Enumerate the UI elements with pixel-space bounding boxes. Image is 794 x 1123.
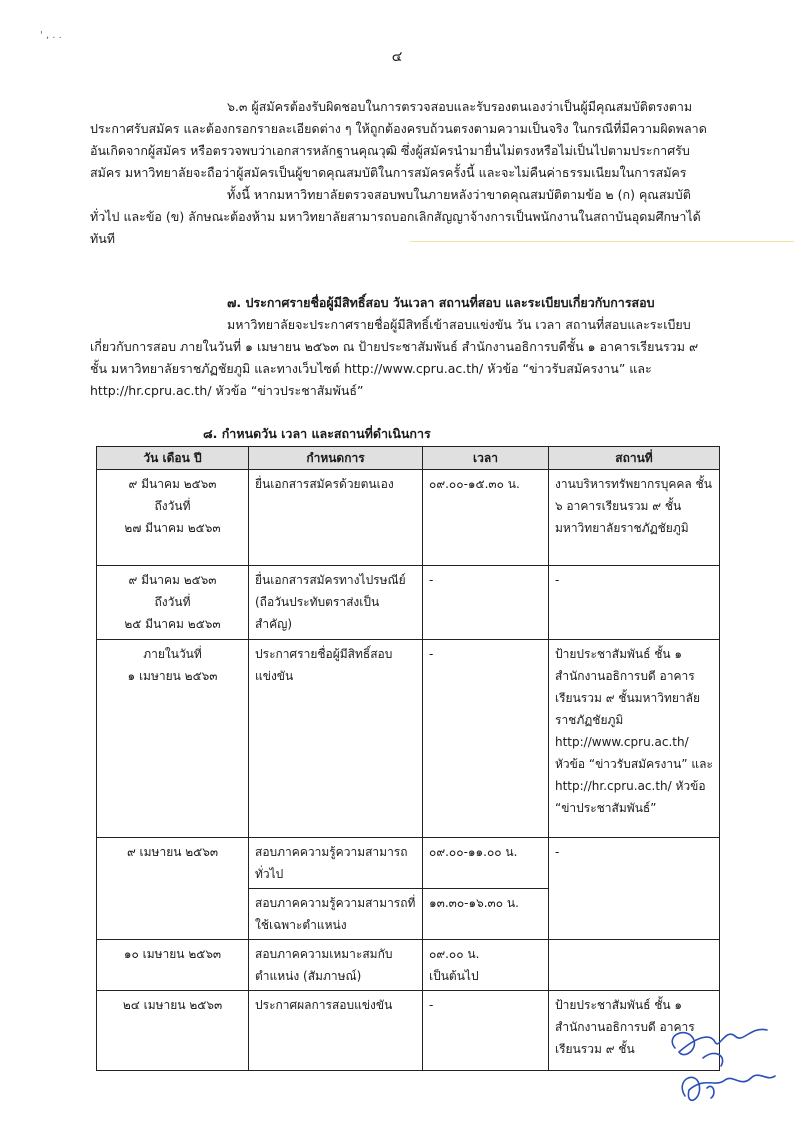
table-row bbox=[97, 940, 720, 991]
row-time: ๑๓.๓๐-๑๖.๓๐ น. bbox=[423, 889, 549, 940]
row-activity: สอบภาคความรู้ความสามารถทั่วไป bbox=[249, 838, 423, 889]
schedule-table bbox=[96, 446, 720, 1071]
row-date: ๙ มีนาคม ๒๕๖๓ ถึงวันที่ ๒๕ มีนาคม ๒๕๖๓ bbox=[97, 566, 249, 640]
section-7-body: มหาวิทยาลัยจะประกาศรายชื่อผู้มีสิทธิ์เข้าสอบแข่งขัน วัน เวลา สถานที่สอบและระเบียบเกี่ยวกับการสอบ ภายในวันที่ ๑ เมษายน ๒๕๖๓ ณ ป้ายประชาสัมพันธ์ สำนักงานอธิการบดีชั้น ๑ อาคารเรียนรวม ๙ ชั้น มหาวิทยาลัยราชภัฏชัยภูมิ และทางเว็บไซต์ http://www.cpru.ac.th/ หัวข้อ “ข่าวรับสมัครงาน” และ http://hr.cpru.ac.th/ หัวข้อ “ข่าวประชาสัมพันธ์” bbox=[90, 317, 699, 398]
row-activity: ประกาศผลการสอบแข่งขัน bbox=[249, 991, 423, 1071]
table-header-row bbox=[97, 447, 720, 470]
section-6-3-note: ทั้งนี้ หากมหาวิทยาลัยตรวจสอบพบในภายหลังว่าขาดคุณสมบัติตามข้อ ๒ (ก) คุณสมบัติทั่วไป และข้อ (ข) ลักษณะต้องห้าม มหาวิทยาลัยสามารถบอกเลิกสัญญาจ้างการเป็นพนักงานในสถาบันอุดมศึกษาได้ทันที bbox=[90, 187, 701, 246]
row-time: ๐๙.๐๐ น. เป็นต้นไป bbox=[423, 940, 549, 991]
handwritten-signature bbox=[655, 1018, 785, 1113]
section-7-body-wrap bbox=[90, 314, 716, 402]
signature-stroke-2 bbox=[703, 1053, 723, 1066]
table-row bbox=[97, 838, 720, 889]
signature-stroke-3 bbox=[682, 1075, 775, 1100]
row-activity: ยื่นเอกสารสมัครด้วยตนเอง bbox=[249, 470, 423, 566]
row-time: ๐๙.๐๐-๑๕.๓๐ น. bbox=[423, 470, 549, 566]
row-time: - bbox=[423, 640, 549, 838]
row-date: ๑๐ เมษายน ๒๕๖๓ bbox=[97, 940, 249, 991]
row-date: ๙ เมษายน ๒๕๖๓ bbox=[97, 838, 249, 940]
section-7-heading: ๗. ประกาศรายชื่อผู้มีสิทธิ์สอบ วันเวลา สถานที่สอบ และระเบียบเกี่ยวกับการสอบ bbox=[227, 295, 655, 310]
row-date: ๒๔ เมษายน ๒๕๖๓ bbox=[97, 991, 249, 1071]
col-header-time: เวลา bbox=[423, 447, 549, 470]
highlight-line bbox=[410, 241, 794, 242]
row-place: งานบริหารทรัพยากรบุคคล ชั้น ๖ อาคารเรียนรวม ๙ ชั้น มหาวิทยาลัยราชภัฏชัยภูมิ bbox=[549, 470, 720, 566]
row-activity: ประกาศรายชื่อผู้มีสิทธิ์สอบแข่งขัน bbox=[249, 640, 423, 838]
col-header-place: สถานที่ bbox=[549, 447, 720, 470]
table-row bbox=[97, 640, 720, 838]
signature-stroke-4 bbox=[707, 1086, 714, 1098]
section-6-3-paragraph: ๖.๓ ผู้สมัครต้องรับผิดชอบในการตรวจสอบและรับรองตนเองว่าเป็นผู้มีคุณสมบัติตรงตามประกาศรับสมัคร และต้องกรอกรายละเอียดต่าง ๆ ให้ถูกต้องครบถ้วนตรงตามความเป็นจริง ในกรณีที่มีความผิดพลาดอันเกิดจากผู้สมัคร หรือตรวจพบว่าเอกสารหลักฐานคุณวุฒิ ซึ่งผู้สมัครนำมายื่นไม่ตรงหรือไม่เป็นไปตามประกาศรับสมัคร มหาวิทยาลัยจะถือว่าผู้สมัครเป็นผู้ขาดคุณสมบัติในการสมัครครั้งนี้ และจะไม่คืนค่าธรรมเนียมในการสมัคร bbox=[90, 99, 707, 180]
signature-stroke-1 bbox=[672, 1029, 767, 1054]
row-time: - bbox=[423, 566, 549, 640]
row-activity: สอบภาคความรู้ความสามารถที่ใช้เฉพาะตำแหน่ง bbox=[249, 889, 423, 940]
row-time: - bbox=[423, 991, 549, 1071]
row-date: ภายในวันที่ ๑ เมษายน ๒๕๖๓ bbox=[97, 640, 249, 838]
row-place: - bbox=[549, 838, 720, 940]
corner-marks: ' , . . bbox=[40, 30, 62, 41]
page-number: ๔ bbox=[391, 49, 403, 65]
section-8-heading: ๘. กำหนดวัน เวลา และสถานที่ดำเนินการ bbox=[203, 426, 431, 441]
col-header-activity: กำหนดการ bbox=[249, 447, 423, 470]
row-place bbox=[549, 940, 720, 991]
table-row bbox=[97, 470, 720, 566]
row-activity: ยื่นเอกสารสมัครทางไปรษณีย์ (ถือวันประทับตราส่งเป็นสำคัญ) bbox=[249, 566, 423, 640]
row-time: ๐๙.๐๐-๑๑.๐๐ น. bbox=[423, 838, 549, 889]
table-row bbox=[97, 566, 720, 640]
row-place: ป้ายประชาสัมพันธ์ ชั้น ๑ สำนักงานอธิการบดี อาคารเรียนรวม ๙ ชั้นมหาวิทยาลัยราชภัฏชัยภูมิ http://www.cpru.ac.th/ หัวข้อ “ข่าวรับสมัครงาน” และ http://hr.cpru.ac.th/ หัวข้อ “ข่าประชาสัมพันธ์” bbox=[549, 640, 720, 838]
row-place: - bbox=[549, 566, 720, 640]
row-activity: สอบภาคความเหมาะสมกับตำแหน่ง (สัมภาษณ์) bbox=[249, 940, 423, 991]
row-date: ๙ มีนาคม ๒๕๖๓ ถึงวันที่ ๒๗ มีนาคม ๒๕๖๓ bbox=[97, 470, 249, 566]
col-header-date: วัน เดือน ปี bbox=[97, 447, 249, 470]
row-place: ป้ายประชาสัมพันธ์ ชั้น ๑ สำนักงานอธิการบดี อาคารเรียนรวม ๙ ชั้น bbox=[549, 991, 720, 1071]
section-6-3 bbox=[90, 96, 716, 250]
table-row bbox=[97, 991, 720, 1071]
